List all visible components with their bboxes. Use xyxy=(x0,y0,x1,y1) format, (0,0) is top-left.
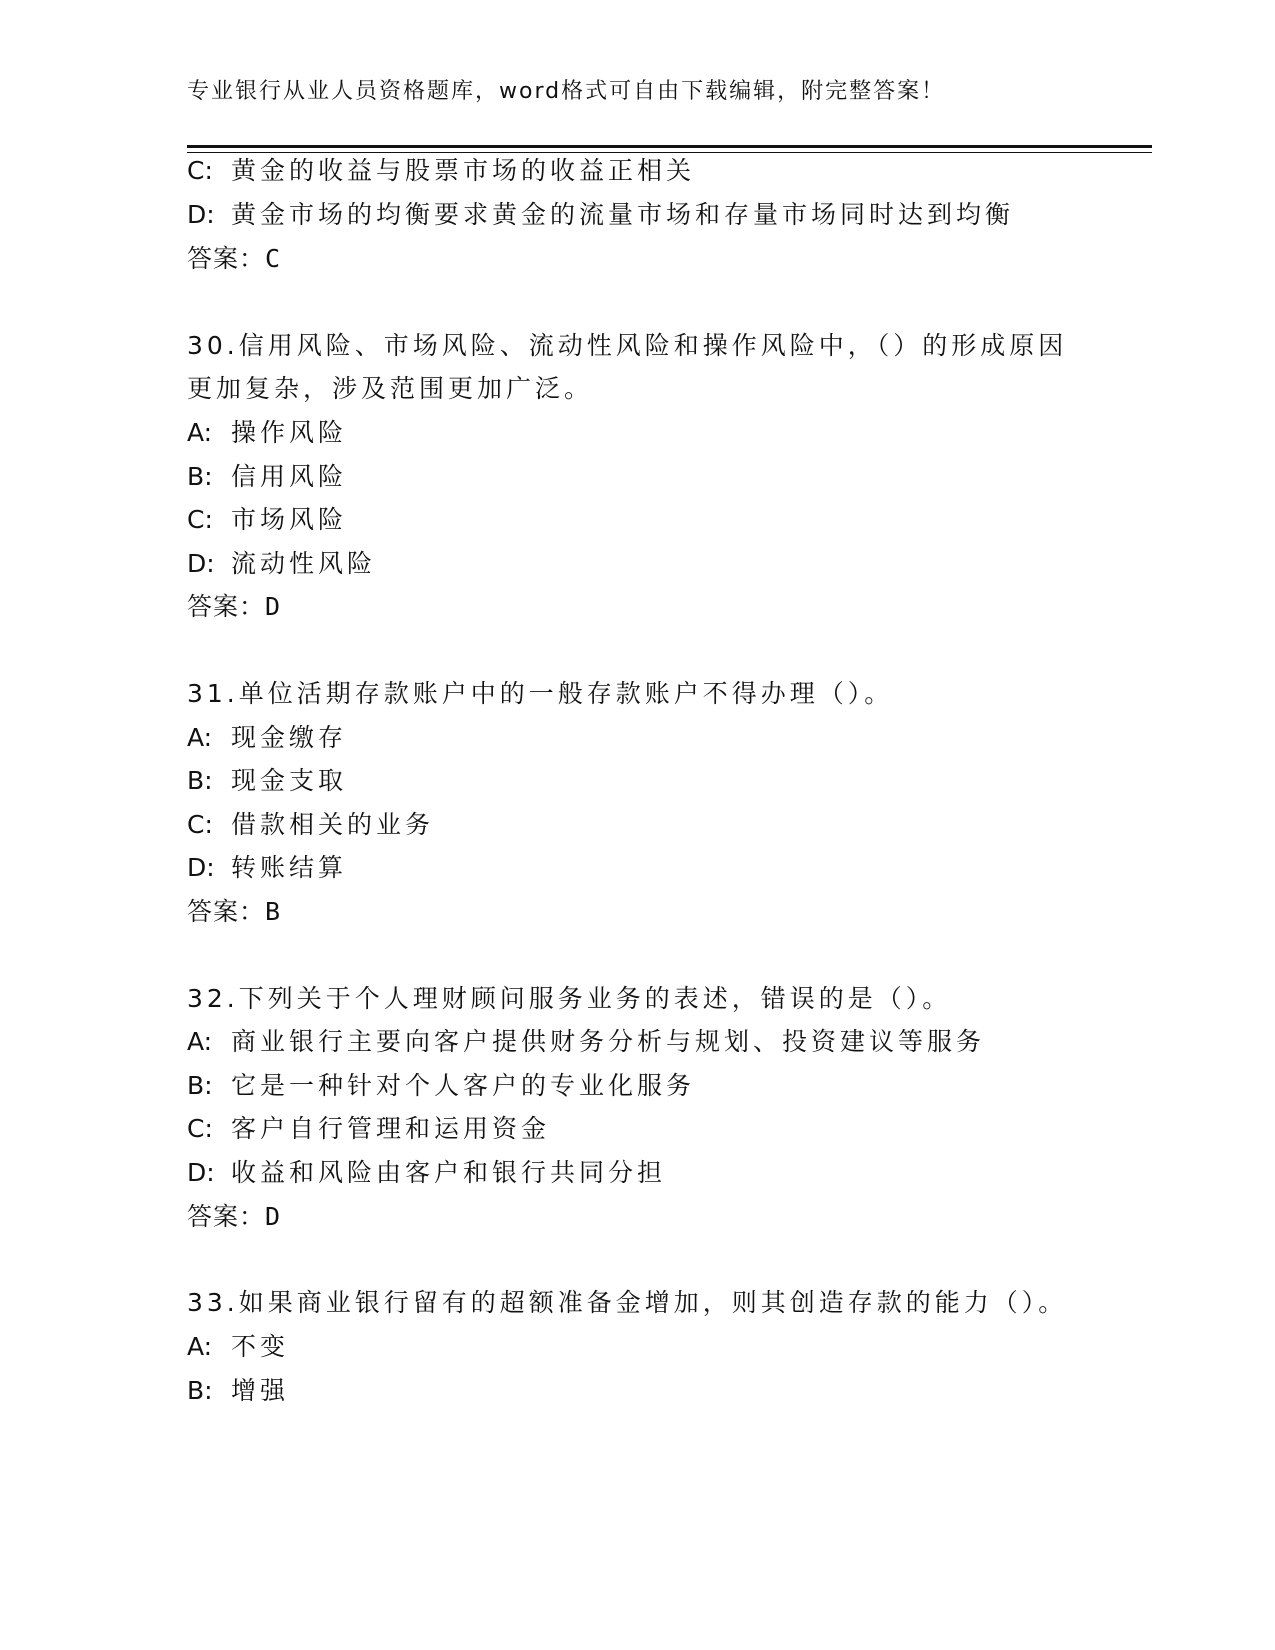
option-d xyxy=(187,551,376,576)
option-text: 现金缴存 xyxy=(231,723,348,752)
answer-value: B xyxy=(265,897,281,926)
option-label: B: xyxy=(187,1376,213,1405)
option-text: 收益和风险由客户和银行共同分担 xyxy=(231,1158,667,1187)
option-text: 客户自行管理和运用资金 xyxy=(231,1114,551,1143)
answer-line xyxy=(187,899,280,924)
question-stem: 更加复杂，涉及范围更加广泛。 xyxy=(187,374,594,403)
option-label: B: xyxy=(187,462,213,491)
option-label: A: xyxy=(187,1027,213,1056)
answer-line xyxy=(187,1204,280,1229)
answer-label: 答案： xyxy=(187,1202,266,1231)
option-text: 增强 xyxy=(231,1376,290,1405)
answer-value: D xyxy=(265,592,281,621)
option-b xyxy=(187,768,347,793)
option-c xyxy=(187,507,347,532)
option-label: A: xyxy=(187,723,213,752)
question-stem: 33.如果商业银行留有的超额准备金增加，则其创造存款的能力（）。 xyxy=(187,1288,1068,1317)
option-c xyxy=(187,1116,550,1141)
option-d xyxy=(187,855,347,880)
option-text: 不变 xyxy=(231,1332,290,1361)
option-label: D: xyxy=(187,200,215,229)
option-text: 操作风险 xyxy=(231,418,348,447)
option-a xyxy=(187,1029,985,1054)
option-b xyxy=(187,464,347,489)
option-label: B: xyxy=(187,766,213,795)
option-text: 黄金的收益与股票市场的收益正相关 xyxy=(231,156,696,185)
header-rule-thin xyxy=(187,152,1152,153)
option-label: A: xyxy=(187,1332,213,1361)
option-label: C: xyxy=(187,810,213,839)
option-c xyxy=(187,812,434,837)
option-label: B: xyxy=(187,1071,213,1100)
option-text: 信用风险 xyxy=(231,462,348,491)
option-label: C: xyxy=(187,156,213,185)
option-d xyxy=(187,202,1014,227)
question-stem: 32.下列关于个人理财顾问服务业务的表述，错误的是（）。 xyxy=(187,984,952,1013)
option-text: 市场风险 xyxy=(231,505,348,534)
question-stem: 31.单位活期存款账户中的一般存款账户不得办理（）。 xyxy=(187,679,894,708)
option-text: 商业银行主要向客户提供财务分析与规划、投资建议等服务 xyxy=(231,1027,986,1056)
answer-value: D xyxy=(265,1202,281,1231)
option-text: 借款相关的业务 xyxy=(231,810,435,839)
question-stem: 30.信用风险、市场风险、流动性风险和操作风险中，（）的形成原因 xyxy=(187,331,1068,360)
header-rule-thick xyxy=(187,145,1152,148)
option-a xyxy=(187,1334,289,1359)
answer-line xyxy=(187,246,280,271)
answer-label: 答案： xyxy=(187,592,266,621)
option-b xyxy=(187,1073,695,1098)
page-header: 专业银行从业人员资格题库，word格式可自由下载编辑，附完整答案！ xyxy=(187,79,946,104)
option-label: C: xyxy=(187,1114,213,1143)
option-a xyxy=(187,725,347,750)
option-label: A: xyxy=(187,418,213,447)
answer-label: 答案： xyxy=(187,244,266,273)
option-c xyxy=(187,158,695,183)
option-label: D: xyxy=(187,1158,215,1187)
option-text: 转账结算 xyxy=(231,853,348,882)
option-d xyxy=(187,1160,666,1185)
option-text: 现金支取 xyxy=(231,766,348,795)
answer-value: C xyxy=(265,244,281,273)
option-label: D: xyxy=(187,853,215,882)
answer-label: 答案： xyxy=(187,897,266,926)
option-b xyxy=(187,1378,289,1403)
answer-line xyxy=(187,594,280,619)
option-label: D: xyxy=(187,549,215,578)
option-label: C: xyxy=(187,505,213,534)
option-text: 黄金市场的均衡要求黄金的流量市场和存量市场同时达到均衡 xyxy=(231,200,1015,229)
option-a xyxy=(187,420,347,445)
option-text: 它是一种针对个人客户的专业化服务 xyxy=(231,1071,696,1100)
option-text: 流动性风险 xyxy=(231,549,377,578)
